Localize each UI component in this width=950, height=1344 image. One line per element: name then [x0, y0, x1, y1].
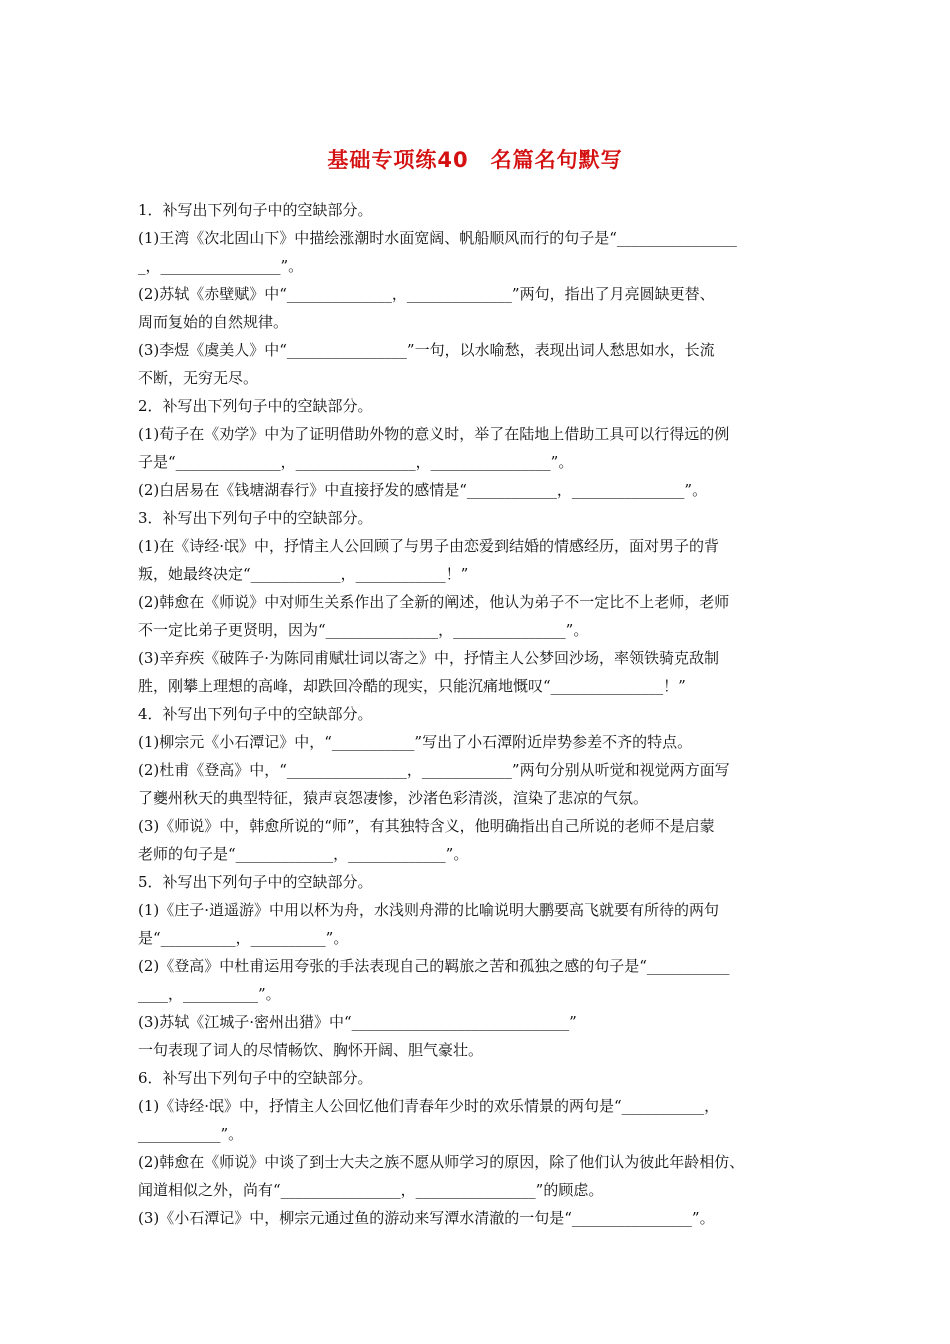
- text-line: (3)苏轼《江城子·密州出猎》中“_____________________________”: [138, 1013, 577, 1031]
- text-line: (1)《诗经·氓》中，抒情主人公回忆他们青春年少时的欢乐情景的两句是“___________，: [138, 1097, 720, 1115]
- text-line: (3)李煜《虞美人》中“________________”一句，以水喻愁，表现出词人愁思如水，长流: [138, 341, 715, 359]
- text-line: (3)辛弃疾《破阵子·为陈同甫赋壮词以寄之》中，抒情主人公梦回沙场，率领铁骑克敌制: [138, 649, 720, 667]
- text-line: 闻道相似之外，尚有“________________，________________”的顾虑。: [138, 1181, 604, 1199]
- text-line: ____，__________”。: [138, 985, 281, 1003]
- text-line: 胜，刚攀上理想的高峰，却跌回冷酷的现实，只能沉痛地慨叹“_______________！”: [138, 677, 686, 695]
- text-line: 3．补写出下列句子中的空缺部分。: [138, 509, 373, 527]
- text-line: (1)在《诗经·氓》中，抒情主人公回顾了与男子由恋爱到结婚的情感经历，面对男子的背: [138, 537, 720, 555]
- text-line: (3)《师说》中，韩愈所说的“师”，有其独特含义，他明确指出自己所说的老师不是启蒙: [138, 817, 715, 835]
- text-line: 不一定比弟子更贤明，因为“_______________，_______________”。: [138, 621, 589, 639]
- text-line: 5．补写出下列句子中的空缺部分。: [138, 873, 373, 891]
- text-line: 叛，她最终决定“____________，____________！”: [138, 565, 469, 583]
- exercise-content: [138, 196, 818, 1232]
- text-line: 一句表现了词人的尽情畅饮、胸怀开阔、胆气豪壮。: [138, 1041, 484, 1059]
- text-line: (1)王湾《次北固山下》中描绘涨潮时水面宽阔、帆船顺风而行的句子是“________________: [138, 229, 737, 247]
- text-line: (2)韩愈在《师说》中谈了到士大夫之族不愿从师学习的原因，除了他们认为彼此年龄相仿、: [138, 1153, 745, 1171]
- page-title: 基础专项练40 名篇名句默写: [327, 148, 623, 172]
- text-line: (1)荀子在《劝学》中为了证明借助外物的意义时，举了在陆地上借助工具可以行得远的例: [138, 425, 730, 443]
- text-line: 6．补写出下列句子中的空缺部分。: [138, 1069, 373, 1087]
- text-line: (1)《庄子·逍遥游》中用以杯为舟，水浅则舟滞的比喻说明大鹏要高飞就要有所待的两句: [138, 901, 720, 919]
- text-line: 不断，无穷无尽。: [138, 369, 259, 387]
- text-line: (2)《登高》中杜甫运用夸张的手法表现自己的羁旅之苦和孤独之感的句子是“___________: [138, 957, 730, 975]
- text-line: 子是“______________，________________，________________”。: [138, 453, 574, 471]
- text-line: (2)白居易在《钱塘湖春行》中直接抒发的感情是“____________，_______________”。: [138, 481, 708, 499]
- text-line: 2．补写出下列句子中的空缺部分。: [138, 397, 373, 415]
- text-line: ___________”。: [138, 1125, 244, 1143]
- text-line: (2)苏轼《赤壁赋》中“______________，______________”两句，指出了月亮圆缺更替、: [138, 285, 715, 303]
- text-line: (3)《小石潭记》中，柳宗元通过鱼的游动来写潭水清澈的一句是“________________”。: [138, 1209, 715, 1227]
- text-line: 周而复始的自然规律。: [138, 313, 289, 331]
- text-line: 了夔州秋天的典型特征，猿声哀怨凄惨，沙渚色彩清淡，渲染了悲凉的气氛。: [138, 789, 649, 807]
- text-line: (1)柳宗元《小石潭记》中，“___________”写出了小石潭附近岸势参差不齐的特点。: [138, 733, 693, 751]
- text-line: 4．补写出下列句子中的空缺部分。: [138, 705, 373, 723]
- text-line: (2)韩愈在《师说》中对师生关系作出了全新的阐述，他认为弟子不一定比不上老师，老师: [138, 593, 730, 611]
- text-line: (2)杜甫《登高》中，“________________，____________”两句分别从听觉和视觉两方面写: [138, 761, 730, 779]
- text-line: _，________________”。: [138, 257, 304, 275]
- text-line: 老师的句子是“_____________，_____________”。: [138, 845, 469, 863]
- text-line: 1．补写出下列句子中的空缺部分。: [138, 201, 373, 219]
- text-line: 是“__________，__________”。: [138, 929, 349, 947]
